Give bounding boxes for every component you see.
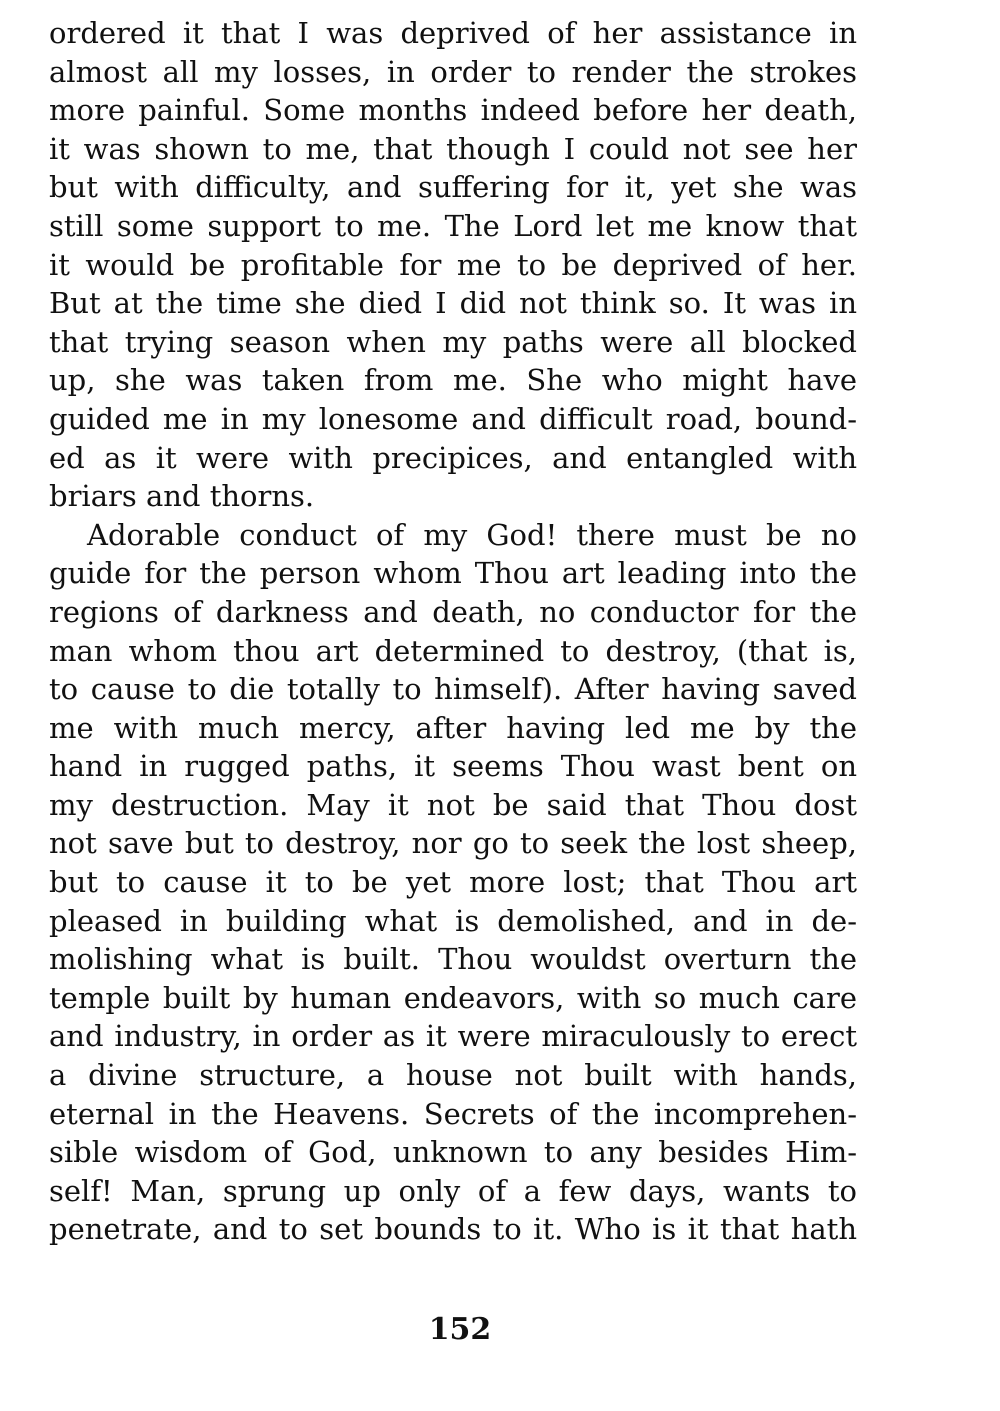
text-line: briars and thorns. — [49, 479, 315, 514]
text-line: up, she was taken from me. She who might have — [49, 363, 857, 398]
paragraph — [49, 14, 857, 516]
text-line: sible wisdom of God, unknown to any besides Him- — [49, 1135, 857, 1170]
text-line: but with difficulty, and suffering for it, yet she was — [49, 170, 857, 205]
text-line: a divine structure, a house not built with hands, — [49, 1058, 857, 1093]
paragraph — [49, 516, 857, 1249]
text-line: molishing what is built. Thou wouldst overturn the — [49, 942, 857, 977]
text-line: self! Man, sprung up only of a few days, wants to — [49, 1173, 857, 1208]
text-line: to cause to die totally to himself). After having saved — [49, 672, 857, 707]
text-line: that trying season when my paths were all blocked — [49, 324, 857, 359]
text-line: ed as it were with precipices, and entangled with — [49, 440, 857, 475]
text-line: not save but to destroy, nor go to seek the lost sheep, — [49, 826, 857, 861]
text-line: still some support to me. The Lord let me know that — [49, 208, 857, 243]
text-line: hand in rugged paths, it seems Thou wast bent on — [49, 749, 857, 784]
page-number: 152 — [428, 1312, 492, 1347]
text-line: it would be profitable for me to be deprived of her. — [49, 247, 857, 282]
text-line: Adorable conduct of my God! there must be no — [87, 517, 857, 552]
text-line: almost all my losses, in order to render the strokes — [49, 54, 857, 89]
text-line: man whom thou art determined to destroy, (that is, — [49, 633, 857, 668]
text-line: penetrate, and to set bounds to it. Who is it that hath — [49, 1212, 857, 1247]
text-line: guide for the person whom Thou art leading into the — [49, 556, 857, 591]
text-line: But at the time she died I did not think so. It was in — [49, 286, 857, 321]
text-line: ordered it that I was deprived of her assistance in — [49, 16, 857, 50]
text-line: guided me in my lonesome and difficult road, bound- — [49, 401, 857, 436]
text-line: more painful. Some months indeed before her death, — [49, 93, 857, 128]
text-line: my destruction. May it not be said that Thou dost — [49, 787, 857, 822]
text-line: it was shown to me, that though I could not see her — [49, 131, 857, 166]
body-text — [49, 14, 857, 1249]
text-line: but to cause it to be yet more lost; that Thou art — [49, 865, 857, 900]
text-line: regions of darkness and death, no conductor for the — [49, 594, 857, 629]
text-line: and industry, in order as it were miraculously to erect — [49, 1019, 857, 1054]
text-line: eternal in the Heavens. Secrets of the incomprehen- — [49, 1096, 857, 1131]
text-line: me with much mercy, after having led me by the — [49, 710, 857, 745]
text-line: temple built by human endeavors, with so much care — [49, 980, 857, 1015]
text-line: pleased in building what is demolished, and in de- — [49, 903, 857, 938]
